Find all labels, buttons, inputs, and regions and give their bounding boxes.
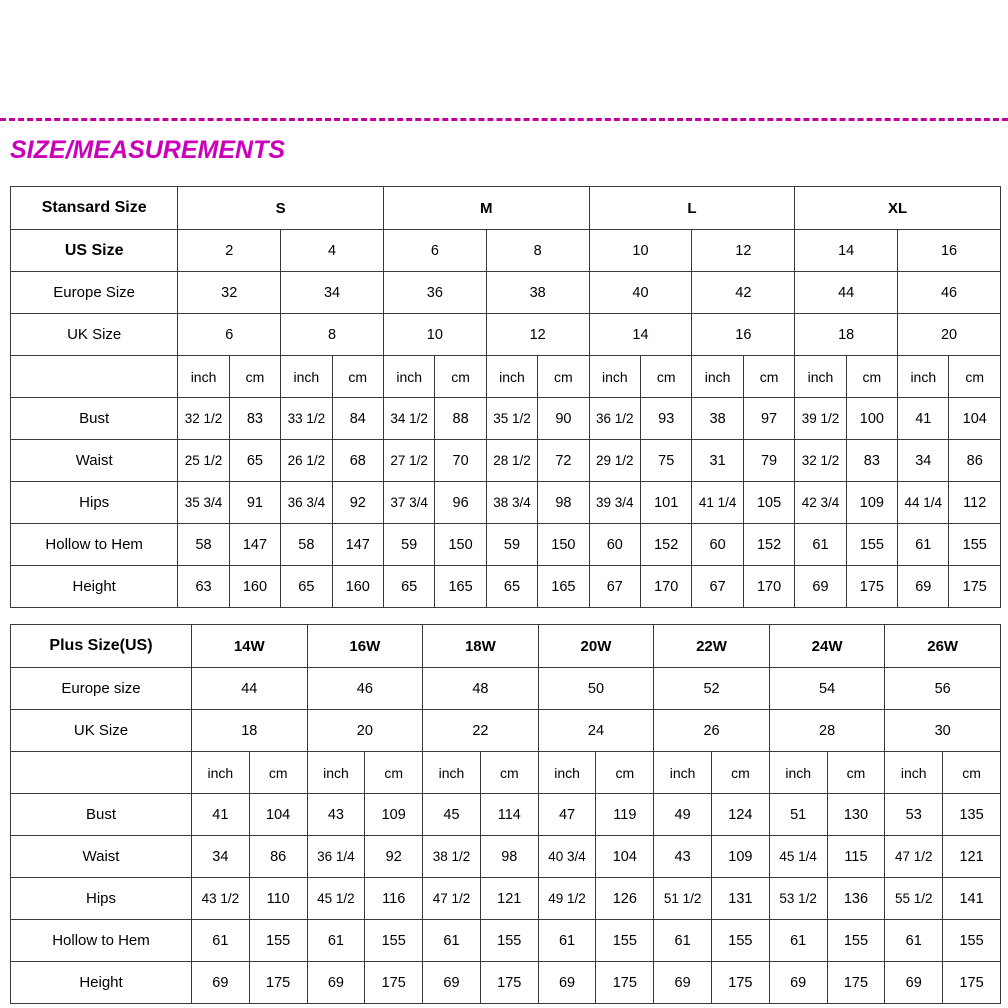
plus-size-header-20w: 20W <box>538 625 654 668</box>
cell-waist-3: 68 <box>332 440 383 482</box>
cell-uk-size-1: 8 <box>281 314 384 356</box>
plus-cell-height-11: 175 <box>827 962 885 1004</box>
plus-size-header-26w: 26W <box>885 625 1001 668</box>
cell-bust-1: 83 <box>229 398 280 440</box>
cell-height-14: 69 <box>898 566 949 608</box>
cell-hips-5: 96 <box>435 482 486 524</box>
plus-cell-unit-0: inch <box>191 752 249 794</box>
cell-hips-10: 41 1/4 <box>692 482 743 524</box>
plus-size-table <box>10 624 1001 1004</box>
plus-cell-europe-1: 46 <box>307 668 423 710</box>
plus-row-label-hollow-to-hem: Hollow to Hem <box>11 920 192 962</box>
cell-hollow-7: 150 <box>538 524 589 566</box>
plus-cell-hollow-7: 155 <box>596 920 654 962</box>
plus-cell-hips-1: 110 <box>249 878 307 920</box>
cell-height-1: 160 <box>229 566 280 608</box>
cell-us-size-5: 12 <box>692 230 795 272</box>
plus-cell-hollow-12: 61 <box>885 920 943 962</box>
row-label-us-size: US Size <box>11 230 178 272</box>
plus-size-table-container <box>10 624 1001 1004</box>
plus-cell-hollow-11: 155 <box>827 920 885 962</box>
cell-hips-7: 98 <box>538 482 589 524</box>
plus-cell-hips-2: 45 1/2 <box>307 878 365 920</box>
cell-bust-3: 84 <box>332 398 383 440</box>
cell-uk-size-4: 14 <box>589 314 692 356</box>
plus-cell-waist-9: 109 <box>712 836 770 878</box>
plus-cell-bust-2: 43 <box>307 794 365 836</box>
cell-hollow-4: 59 <box>383 524 434 566</box>
cell-hips-3: 92 <box>332 482 383 524</box>
row-label-hips: Hips <box>11 482 178 524</box>
cell-europe-size-2: 36 <box>383 272 486 314</box>
cell-waist-5: 70 <box>435 440 486 482</box>
cell-bust-5: 88 <box>435 398 486 440</box>
cell-hollow-2: 58 <box>281 524 332 566</box>
plus-cell-hollow-5: 155 <box>480 920 538 962</box>
cell-bust-11: 97 <box>743 398 794 440</box>
table-row <box>11 878 1001 920</box>
cell-hollow-8: 60 <box>589 524 640 566</box>
magenta-dashed-divider <box>0 118 1008 121</box>
plus-size-header-22w: 22W <box>654 625 770 668</box>
cell-bust-9: 93 <box>641 398 692 440</box>
cell-uk-size-6: 18 <box>795 314 898 356</box>
plus-cell-uk-3: 24 <box>538 710 654 752</box>
plus-cell-waist-4: 38 1/2 <box>423 836 481 878</box>
plus-cell-bust-11: 130 <box>827 794 885 836</box>
plus-cell-waist-13: 121 <box>943 836 1001 878</box>
plus-cell-hips-9: 131 <box>712 878 770 920</box>
table-row <box>11 625 1001 668</box>
plus-cell-unit-1: cm <box>249 752 307 794</box>
cell-hips-1: 91 <box>229 482 280 524</box>
cell-europe-size-6: 44 <box>795 272 898 314</box>
plus-cell-unit-9: cm <box>712 752 770 794</box>
plus-size-header-16w: 16W <box>307 625 423 668</box>
cell-hips-9: 101 <box>641 482 692 524</box>
plus-row-label-uk-size: UK Size <box>11 710 192 752</box>
plus-cell-waist-5: 98 <box>480 836 538 878</box>
plus-cell-hips-8: 51 1/2 <box>654 878 712 920</box>
table-row <box>11 794 1001 836</box>
cell-us-size-6: 14 <box>795 230 898 272</box>
cell-bust-10: 38 <box>692 398 743 440</box>
cell-hollow-12: 61 <box>795 524 846 566</box>
plus-cell-hips-7: 126 <box>596 878 654 920</box>
plus-cell-unit-5: cm <box>480 752 538 794</box>
plus-cell-unit-3: cm <box>365 752 423 794</box>
cell-europe-size-1: 34 <box>281 272 384 314</box>
cell-unit-11: cm <box>743 356 794 398</box>
plus-cell-bust-0: 41 <box>191 794 249 836</box>
plus-cell-bust-6: 47 <box>538 794 596 836</box>
row-label-height: Height <box>11 566 178 608</box>
plus-size-header-label: Plus Size(US) <box>11 625 192 668</box>
plus-cell-europe-5: 54 <box>769 668 885 710</box>
cell-uk-size-0: 6 <box>178 314 281 356</box>
plus-cell-height-3: 175 <box>365 962 423 1004</box>
cell-bust-7: 90 <box>538 398 589 440</box>
cell-hollow-10: 60 <box>692 524 743 566</box>
cell-hollow-14: 61 <box>898 524 949 566</box>
plus-cell-bust-5: 114 <box>480 794 538 836</box>
group-header-l: L <box>589 187 795 230</box>
plus-cell-height-7: 175 <box>596 962 654 1004</box>
plus-row-label-units <box>11 752 192 794</box>
cell-waist-1: 65 <box>229 440 280 482</box>
cell-europe-size-7: 46 <box>898 272 1001 314</box>
cell-waist-9: 75 <box>641 440 692 482</box>
cell-hollow-0: 58 <box>178 524 229 566</box>
cell-hips-4: 37 3/4 <box>383 482 434 524</box>
cell-height-5: 165 <box>435 566 486 608</box>
cell-height-3: 160 <box>332 566 383 608</box>
cell-hips-2: 36 3/4 <box>281 482 332 524</box>
row-label-europe-size: Europe Size <box>11 272 178 314</box>
plus-cell-hips-10: 53 1/2 <box>769 878 827 920</box>
cell-height-13: 175 <box>846 566 897 608</box>
cell-unit-13: cm <box>846 356 897 398</box>
plus-cell-height-9: 175 <box>712 962 770 1004</box>
plus-row-label-bust: Bust <box>11 794 192 836</box>
plus-cell-height-1: 175 <box>249 962 307 1004</box>
cell-us-size-7: 16 <box>898 230 1001 272</box>
cell-hips-0: 35 3/4 <box>178 482 229 524</box>
plus-cell-height-12: 69 <box>885 962 943 1004</box>
table-row <box>11 440 1001 482</box>
group-header-xl: XL <box>795 187 1001 230</box>
cell-waist-10: 31 <box>692 440 743 482</box>
cell-bust-6: 35 1/2 <box>486 398 537 440</box>
cell-us-size-0: 2 <box>178 230 281 272</box>
cell-waist-14: 34 <box>898 440 949 482</box>
plus-cell-unit-4: inch <box>423 752 481 794</box>
plus-cell-unit-10: inch <box>769 752 827 794</box>
plus-cell-hips-4: 47 1/2 <box>423 878 481 920</box>
plus-cell-waist-1: 86 <box>249 836 307 878</box>
plus-cell-height-0: 69 <box>191 962 249 1004</box>
plus-cell-hollow-8: 61 <box>654 920 712 962</box>
cell-unit-15: cm <box>949 356 1001 398</box>
plus-cell-height-2: 69 <box>307 962 365 1004</box>
cell-height-4: 65 <box>383 566 434 608</box>
cell-us-size-2: 6 <box>383 230 486 272</box>
plus-cell-unit-2: inch <box>307 752 365 794</box>
plus-cell-waist-12: 47 1/2 <box>885 836 943 878</box>
cell-hollow-1: 147 <box>229 524 280 566</box>
plus-cell-europe-0: 44 <box>191 668 307 710</box>
cell-us-size-1: 4 <box>281 230 384 272</box>
plus-row-label-waist: Waist <box>11 836 192 878</box>
table-row <box>11 398 1001 440</box>
cell-hollow-11: 152 <box>743 524 794 566</box>
cell-hips-14: 44 1/4 <box>898 482 949 524</box>
plus-cell-bust-7: 119 <box>596 794 654 836</box>
plus-cell-hips-6: 49 1/2 <box>538 878 596 920</box>
cell-hollow-3: 147 <box>332 524 383 566</box>
cell-waist-4: 27 1/2 <box>383 440 434 482</box>
plus-cell-unit-13: cm <box>943 752 1001 794</box>
plus-cell-height-6: 69 <box>538 962 596 1004</box>
plus-cell-hips-5: 121 <box>480 878 538 920</box>
cell-waist-8: 29 1/2 <box>589 440 640 482</box>
cell-unit-2: inch <box>281 356 332 398</box>
table-row <box>11 314 1001 356</box>
plus-cell-height-13: 175 <box>943 962 1001 1004</box>
table-row <box>11 566 1001 608</box>
cell-height-11: 170 <box>743 566 794 608</box>
plus-cell-hollow-10: 61 <box>769 920 827 962</box>
cell-bust-12: 39 1/2 <box>795 398 846 440</box>
cell-height-12: 69 <box>795 566 846 608</box>
plus-size-header-24w: 24W <box>769 625 885 668</box>
page-title: SIZE/MEASUREMENTS <box>10 136 286 164</box>
plus-cell-unit-6: inch <box>538 752 596 794</box>
plus-cell-europe-2: 48 <box>423 668 539 710</box>
standard-size-table <box>10 186 1001 608</box>
cell-waist-7: 72 <box>538 440 589 482</box>
table-row <box>11 187 1001 230</box>
cell-bust-8: 36 1/2 <box>589 398 640 440</box>
cell-hips-15: 112 <box>949 482 1001 524</box>
plus-cell-bust-8: 49 <box>654 794 712 836</box>
table-row <box>11 230 1001 272</box>
cell-waist-12: 32 1/2 <box>795 440 846 482</box>
cell-unit-7: cm <box>538 356 589 398</box>
table-row <box>11 752 1001 794</box>
group-header-s: S <box>178 187 384 230</box>
cell-unit-3: cm <box>332 356 383 398</box>
plus-cell-hollow-13: 155 <box>943 920 1001 962</box>
cell-unit-1: cm <box>229 356 280 398</box>
cell-waist-0: 25 1/2 <box>178 440 229 482</box>
cell-waist-15: 86 <box>949 440 1001 482</box>
cell-waist-2: 26 1/2 <box>281 440 332 482</box>
plus-cell-waist-10: 45 1/4 <box>769 836 827 878</box>
cell-uk-size-7: 20 <box>898 314 1001 356</box>
plus-cell-waist-11: 115 <box>827 836 885 878</box>
plus-cell-hollow-6: 61 <box>538 920 596 962</box>
plus-cell-bust-10: 51 <box>769 794 827 836</box>
cell-unit-0: inch <box>178 356 229 398</box>
plus-cell-waist-3: 92 <box>365 836 423 878</box>
plus-cell-height-10: 69 <box>769 962 827 1004</box>
plus-cell-europe-3: 50 <box>538 668 654 710</box>
cell-waist-6: 28 1/2 <box>486 440 537 482</box>
row-label-uk-size: UK Size <box>11 314 178 356</box>
cell-bust-15: 104 <box>949 398 1001 440</box>
cell-hollow-13: 155 <box>846 524 897 566</box>
cell-hips-11: 105 <box>743 482 794 524</box>
cell-hollow-6: 59 <box>486 524 537 566</box>
group-header-m: M <box>383 187 589 230</box>
standard-size-table-container <box>10 186 1001 608</box>
plus-cell-bust-9: 124 <box>712 794 770 836</box>
cell-unit-9: cm <box>641 356 692 398</box>
plus-cell-hips-0: 43 1/2 <box>191 878 249 920</box>
cell-hollow-5: 150 <box>435 524 486 566</box>
plus-size-header-14w: 14W <box>191 625 307 668</box>
cell-hollow-9: 152 <box>641 524 692 566</box>
cell-height-6: 65 <box>486 566 537 608</box>
cell-height-15: 175 <box>949 566 1001 608</box>
cell-unit-12: inch <box>795 356 846 398</box>
row-label-waist: Waist <box>11 440 178 482</box>
cell-unit-4: inch <box>383 356 434 398</box>
cell-uk-size-2: 10 <box>383 314 486 356</box>
cell-europe-size-0: 32 <box>178 272 281 314</box>
cell-height-2: 65 <box>281 566 332 608</box>
standard-size-header-label: Stansard Size <box>11 187 178 230</box>
plus-size-header-18w: 18W <box>423 625 539 668</box>
cell-hips-12: 42 3/4 <box>795 482 846 524</box>
cell-bust-0: 32 1/2 <box>178 398 229 440</box>
cell-hips-13: 109 <box>846 482 897 524</box>
plus-cell-bust-3: 109 <box>365 794 423 836</box>
plus-cell-bust-13: 135 <box>943 794 1001 836</box>
cell-hollow-15: 155 <box>949 524 1001 566</box>
table-row <box>11 920 1001 962</box>
plus-cell-height-8: 69 <box>654 962 712 1004</box>
plus-cell-hollow-0: 61 <box>191 920 249 962</box>
cell-uk-size-3: 12 <box>486 314 589 356</box>
cell-hips-8: 39 3/4 <box>589 482 640 524</box>
cell-height-7: 165 <box>538 566 589 608</box>
table-row <box>11 668 1001 710</box>
table-row <box>11 836 1001 878</box>
plus-row-label-europe-size: Europe size <box>11 668 192 710</box>
cell-height-0: 63 <box>178 566 229 608</box>
row-label-units <box>11 356 178 398</box>
cell-bust-2: 33 1/2 <box>281 398 332 440</box>
row-label-bust: Bust <box>11 398 178 440</box>
cell-waist-11: 79 <box>743 440 794 482</box>
plus-cell-unit-12: inch <box>885 752 943 794</box>
cell-hips-6: 38 3/4 <box>486 482 537 524</box>
plus-cell-uk-0: 18 <box>191 710 307 752</box>
plus-cell-hips-3: 116 <box>365 878 423 920</box>
plus-cell-hollow-4: 61 <box>423 920 481 962</box>
plus-cell-hollow-9: 155 <box>712 920 770 962</box>
cell-waist-13: 83 <box>846 440 897 482</box>
cell-bust-14: 41 <box>898 398 949 440</box>
cell-unit-5: cm <box>435 356 486 398</box>
plus-cell-uk-1: 20 <box>307 710 423 752</box>
cell-europe-size-3: 38 <box>486 272 589 314</box>
plus-cell-unit-7: cm <box>596 752 654 794</box>
plus-cell-hips-13: 141 <box>943 878 1001 920</box>
plus-cell-hips-11: 136 <box>827 878 885 920</box>
plus-cell-waist-0: 34 <box>191 836 249 878</box>
cell-height-9: 170 <box>641 566 692 608</box>
plus-cell-unit-11: cm <box>827 752 885 794</box>
cell-us-size-3: 8 <box>486 230 589 272</box>
cell-unit-10: inch <box>692 356 743 398</box>
cell-europe-size-5: 42 <box>692 272 795 314</box>
cell-height-10: 67 <box>692 566 743 608</box>
plus-cell-uk-4: 26 <box>654 710 770 752</box>
plus-cell-uk-2: 22 <box>423 710 539 752</box>
plus-cell-hollow-3: 155 <box>365 920 423 962</box>
plus-cell-waist-6: 40 3/4 <box>538 836 596 878</box>
cell-europe-size-4: 40 <box>589 272 692 314</box>
plus-row-label-height: Height <box>11 962 192 1004</box>
table-row <box>11 962 1001 1004</box>
cell-height-8: 67 <box>589 566 640 608</box>
plus-cell-waist-7: 104 <box>596 836 654 878</box>
plus-cell-hollow-1: 155 <box>249 920 307 962</box>
plus-cell-bust-12: 53 <box>885 794 943 836</box>
plus-cell-height-4: 69 <box>423 962 481 1004</box>
table-row <box>11 710 1001 752</box>
cell-uk-size-5: 16 <box>692 314 795 356</box>
cell-bust-4: 34 1/2 <box>383 398 434 440</box>
cell-us-size-4: 10 <box>589 230 692 272</box>
plus-cell-hips-12: 55 1/2 <box>885 878 943 920</box>
plus-row-label-hips: Hips <box>11 878 192 920</box>
cell-unit-6: inch <box>486 356 537 398</box>
plus-cell-europe-6: 56 <box>885 668 1001 710</box>
table-row <box>11 482 1001 524</box>
table-row <box>11 524 1001 566</box>
plus-cell-hollow-2: 61 <box>307 920 365 962</box>
plus-cell-waist-2: 36 1/4 <box>307 836 365 878</box>
table-row <box>11 356 1001 398</box>
plus-cell-waist-8: 43 <box>654 836 712 878</box>
plus-cell-bust-4: 45 <box>423 794 481 836</box>
plus-cell-unit-8: inch <box>654 752 712 794</box>
cell-unit-14: inch <box>898 356 949 398</box>
plus-cell-uk-5: 28 <box>769 710 885 752</box>
plus-cell-europe-4: 52 <box>654 668 770 710</box>
plus-cell-height-5: 175 <box>480 962 538 1004</box>
cell-bust-13: 100 <box>846 398 897 440</box>
cell-unit-8: inch <box>589 356 640 398</box>
table-row <box>11 272 1001 314</box>
plus-cell-bust-1: 104 <box>249 794 307 836</box>
plus-cell-uk-6: 30 <box>885 710 1001 752</box>
row-label-hollow-to-hem: Hollow to Hem <box>11 524 178 566</box>
